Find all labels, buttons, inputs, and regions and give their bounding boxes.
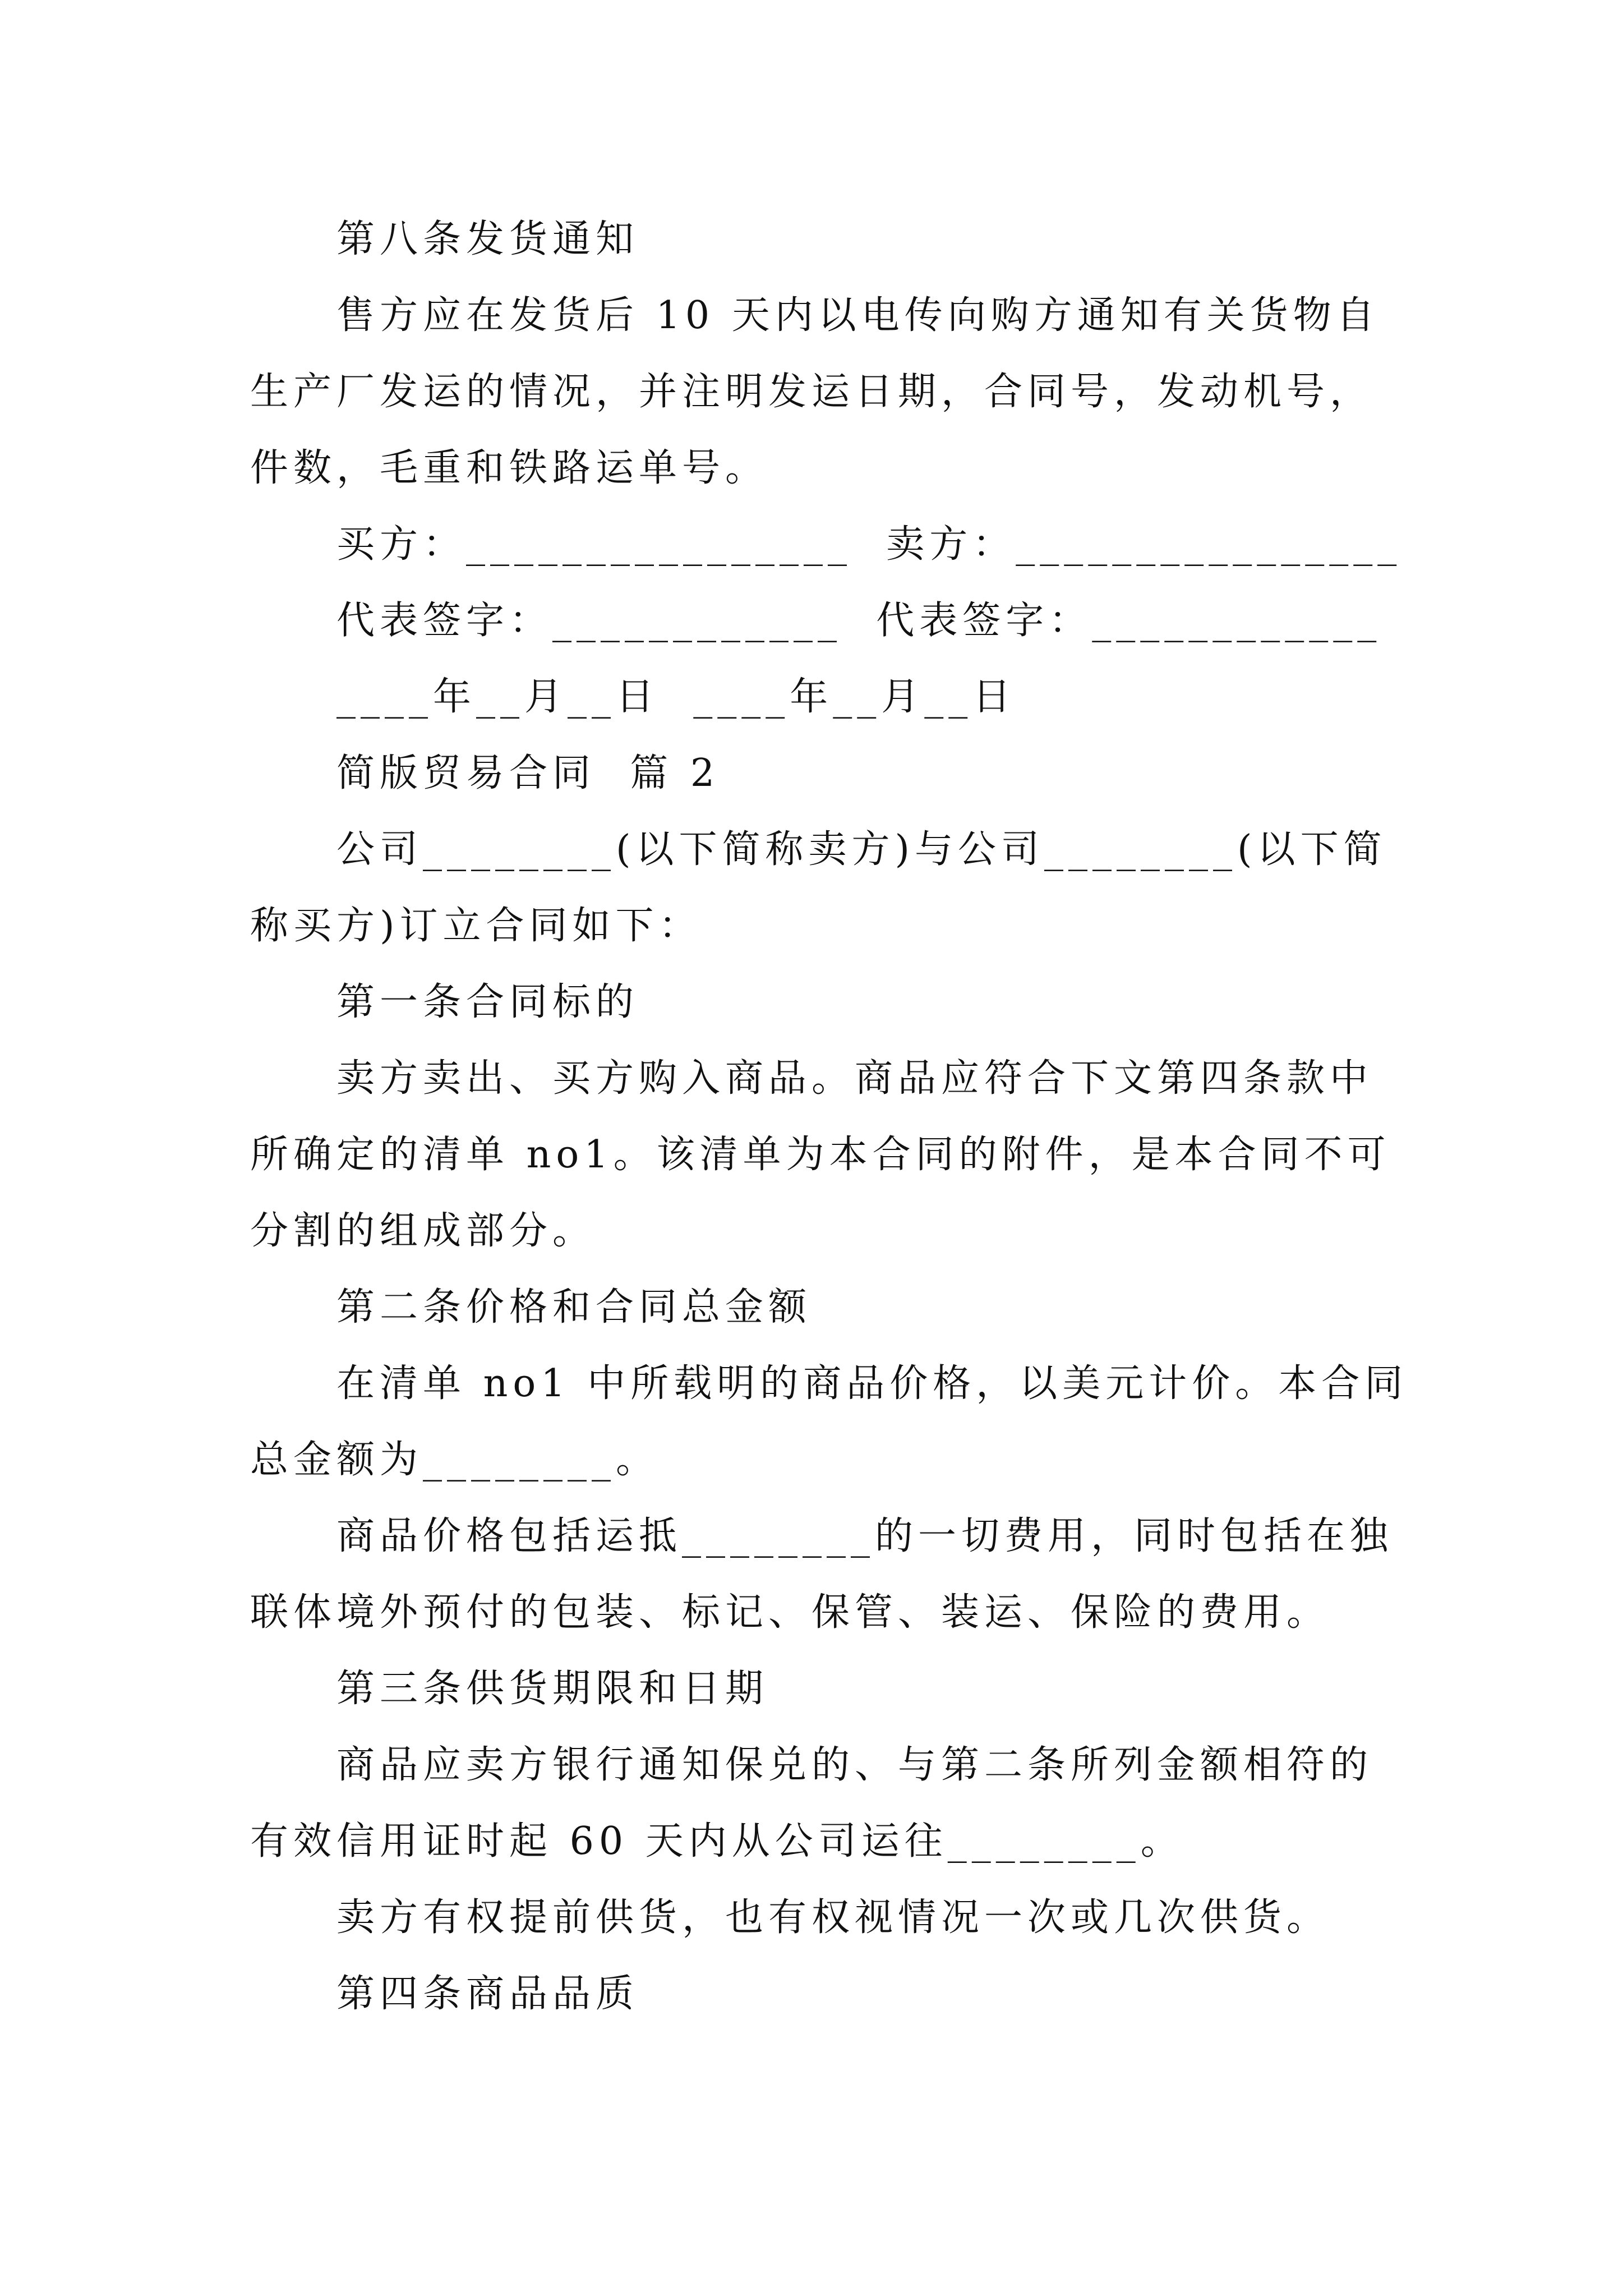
article-3-text-line-2: 有效信用证时起 60 天内从公司运往________。 <box>250 1819 1184 1864</box>
article-2-text-line-1: 在清单 no1 中所载明的商品价格，以美元计价。本合同 <box>336 1361 1408 1406</box>
article-2-heading: 第二条价格和合同总金额 <box>336 1285 812 1329</box>
date-line: ____年__月__日 ____年__月__日 <box>336 675 1016 719</box>
article-1-text-line-1: 卖方卖出、买方购入商品。商品应符合下文第四条款中 <box>336 1056 1373 1101</box>
article-1-text-line-3: 分割的组成部分。 <box>250 1209 596 1253</box>
section-title: 简版贸易合同 篇 2 <box>336 751 720 795</box>
buyer-seller-line: 买方：________________ 卖方：________________ <box>336 522 1402 567</box>
article-8-text-line-2: 生产厂发运的情况，并注明发运日期，合同号，发动机号， <box>250 370 1373 414</box>
article-4-heading: 第四条商品品质 <box>336 1972 639 2016</box>
representative-signature-line: 代表签字：____________ 代表签字：____________ <box>336 599 1382 643</box>
article-8-heading: 第八条发货通知 <box>336 217 639 261</box>
preamble-line-2: 称买方)订立合同如下： <box>250 904 702 948</box>
article-1-heading: 第一条合同标的 <box>336 980 639 1024</box>
article-1-text-line-2: 所确定的清单 no1。该清单为本合同的附件，是本合同不可 <box>250 1133 1391 1177</box>
article-2-text-line-4: 联体境外预付的包装、标记、保管、装运、保险的费用。 <box>250 1590 1330 1635</box>
article-2-text-line-2: 总金额为________。 <box>250 1438 660 1482</box>
article-8-text-line-1: 售方应在发货后 10 天内以电传向购方通知有关货物自 <box>336 293 1380 338</box>
article-3-heading: 第三条供货期限和日期 <box>336 1667 769 1711</box>
preamble-line-1: 公司________(以下简称卖方)与公司________(以下简 <box>336 827 1387 872</box>
article-8-text-line-3: 件数，毛重和铁路运单号。 <box>250 446 769 490</box>
article-3-text-line-3: 卖方有权提前供货，也有权视情况一次或几次供货。 <box>336 1895 1330 1940</box>
article-2-text-line-3: 商品价格包括运抵________的一切费用，同时包括在独 <box>336 1514 1394 1558</box>
article-3-text-line-1: 商品应卖方银行通知保兑的、与第二条所列金额相符的 <box>336 1743 1373 1787</box>
